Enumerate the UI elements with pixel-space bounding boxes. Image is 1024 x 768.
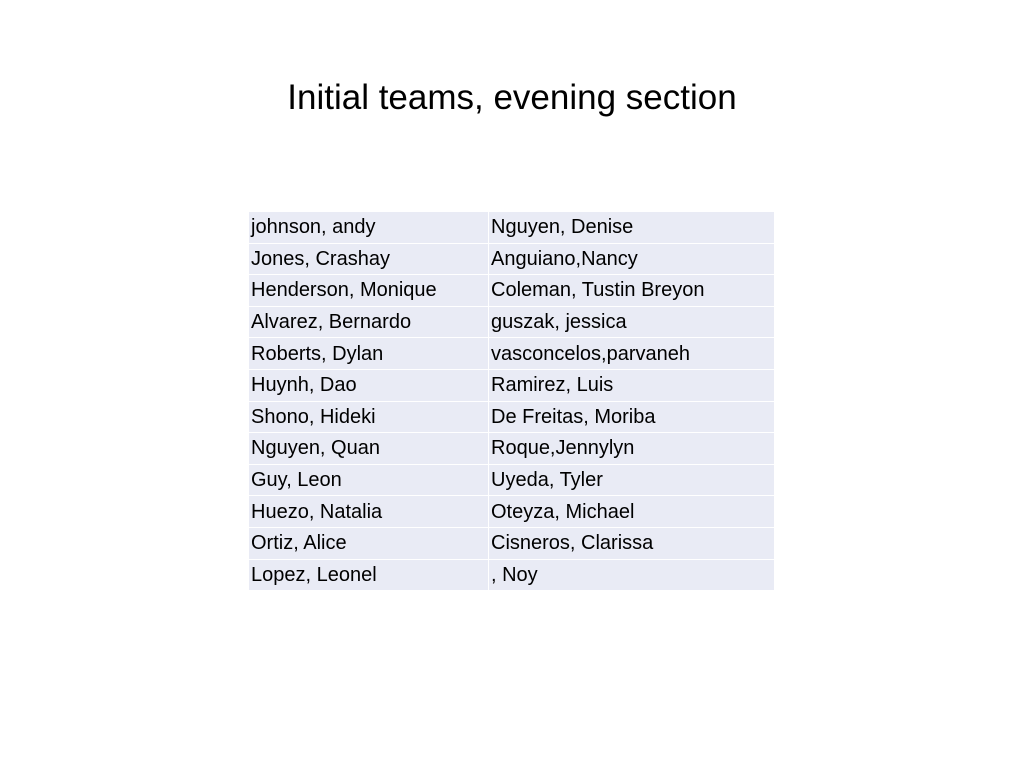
team-cell: Guy, Leon <box>249 465 489 497</box>
slide-title: Initial teams, evening section <box>287 78 737 117</box>
team-cell: guszak, jessica <box>489 307 774 339</box>
team-cell: Ortiz, Alice <box>249 528 489 560</box>
team-cell: Coleman, Tustin Breyon <box>489 275 774 307</box>
table-row <box>249 370 774 402</box>
team-cell: Nguyen, Denise <box>489 212 774 244</box>
table-row <box>249 244 774 276</box>
team-cell: Alvarez, Bernardo <box>249 307 489 339</box>
team-cell: Uyeda, Tyler <box>489 465 774 497</box>
table-row <box>249 212 774 244</box>
team-cell: Oteyza, Michael <box>489 496 774 528</box>
team-cell: johnson, andy <box>249 212 489 244</box>
team-cell: De Freitas, Moriba <box>489 402 774 434</box>
table-row <box>249 465 774 497</box>
team-cell: vasconcelos,parvaneh <box>489 338 774 370</box>
table-row <box>249 433 774 465</box>
team-cell: Roberts, Dylan <box>249 338 489 370</box>
team-cell: Huezo, Natalia <box>249 496 489 528</box>
table-row <box>249 338 774 370</box>
table-row <box>249 496 774 528</box>
team-cell: Ramirez, Luis <box>489 370 774 402</box>
table-row <box>249 528 774 560</box>
table-row <box>249 307 774 339</box>
team-cell: Henderson, Monique <box>249 275 489 307</box>
team-cell: Roque,Jennylyn <box>489 433 774 465</box>
table-row <box>249 402 774 434</box>
team-cell: , Noy <box>489 560 774 592</box>
table-row <box>249 275 774 307</box>
team-cell: Jones, Crashay <box>249 244 489 276</box>
team-cell: Huynh, Dao <box>249 370 489 402</box>
team-cell: Cisneros, Clarissa <box>489 528 774 560</box>
teams-table <box>249 212 774 591</box>
team-cell: Nguyen, Quan <box>249 433 489 465</box>
team-cell: Anguiano,Nancy <box>489 244 774 276</box>
team-cell: Lopez, Leonel <box>249 560 489 592</box>
team-cell: Shono, Hideki <box>249 402 489 434</box>
table-row <box>249 560 774 592</box>
